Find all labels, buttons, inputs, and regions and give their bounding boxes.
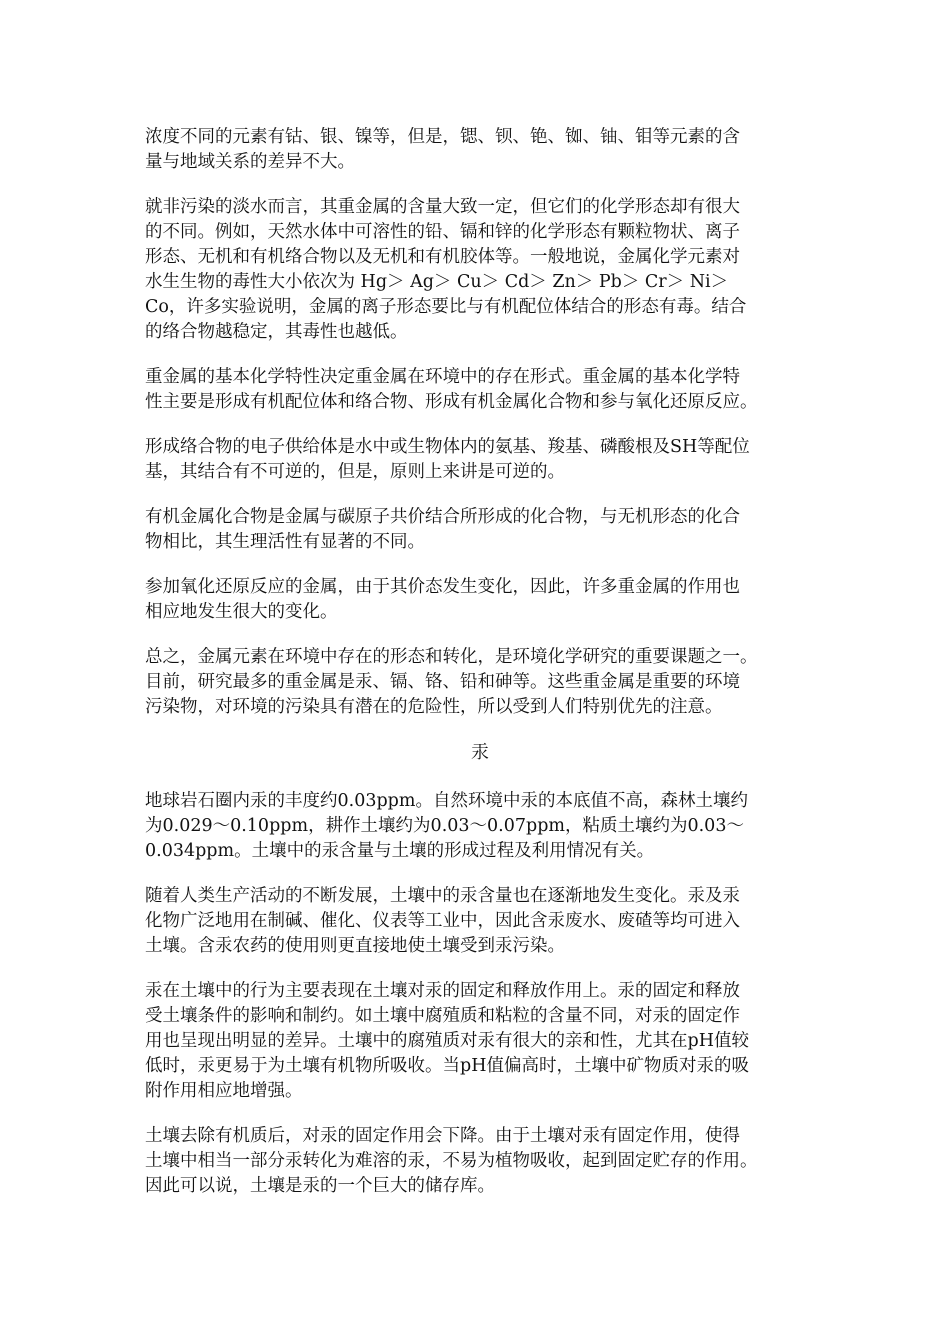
paragraph: 就非污染的淡水而言，其重金属的含量大致一定，但它们的化学形态却有很大 的不同。例如，天然水体中可溶性的铅、镉和锌的化学形态有颗粒物状、离子 形态、无机和有机络合物以及无机和有机胶体等。一般地说，金属化学元素对 水生生物的毒性大小依次为 Hg＞ Ag＞ Cu＞ Cd＞ Zn＞ Pb＞ Cr＞ Ni＞ Co，许多实验说明，金属的离子形态要比与有机配位体结合的形态有毒。结合 的络合物越稳定，其毒性也越低。 [145,197,747,342]
paragraph: 重金属的基本化学特性决定重金属在环境中的存在形式。重金属的基本化学特 性主要是形成有机配位体和络合物、形成有机金属化合物和参与氧化还原反应。 [145,367,758,412]
paragraph: 随着人类生产活动的不断发展，土壤中的汞含量也在逐渐地发生变化。汞及汞 化物广泛地用在制碱、催化、仪表等工业中，因此含汞废水、废碴等均可进入 土壤。含汞农药的使用则更直接地使土壤受到汞污染。 [145,886,740,956]
paragraph: 地球岩石圈内汞的丰度约0.03ppm。自然环境中汞的本底值不高，森林土壤约 为0.029～0.10ppm，耕作土壤约为0.03～0.07ppm，粘质土壤约为0.03～ 0.034ppm。土壤中的汞含量与土壤的形成过程及利用情况有关。 [145,791,748,861]
paragraph: 汞在土壤中的行为主要表现在土壤对汞的固定和释放作用上。汞的固定和释放 受土壤条件的影响和制约。如土壤中腐殖质和粘粒的含量不同，对汞的固定作 用也呈现出明显的差异。土壤中的腐殖质对汞有很大的亲和性，尤其在pH值较 低时，汞更易于为土壤有机物所吸收。当pH值偏高时，土壤中矿物质对汞的吸 附作用相应地增强。 [145,981,749,1101]
paragraph: 土壤去除有机质后，对汞的固定作用会下降。由于土壤对汞有固定作用，使得 土壤中相当一部分汞转化为难溶的汞，不易为植物吸收，起到固定贮存的作用。 因此可以说，土壤是汞的一个巨大的储存库。 [145,1126,758,1196]
paragraph: 浓度不同的元素有钴、银、镍等，但是，锶、钡、铯、铷、铀、钼等元素的含 量与地域关系的差异不大。 [145,127,740,172]
paragraph: 总之，金属元素在环境中存在的形态和转化，是环境化学研究的重要课题之一。 目前，研究最多的重金属是汞、镉、铬、铅和砷等。这些重金属是重要的环境 污染物，对环境的污染具有潜在的危险性，所以受到人们特别优先的注意。 [145,647,758,717]
document-page [145,125,815,1219]
paragraph: 参加氧化还原反应的金属，由于其价态发生变化，因此，许多重金属的作用也 相应地发生很大的变化。 [145,577,740,622]
section-heading: 汞 [471,742,489,763]
paragraph: 形成络合物的电子供给体是水中或生物体内的氨基、羧基、磷酸根及SH等配位 基，其结合有不可逆的，但是，原则上来讲是可逆的。 [145,437,750,482]
paragraph: 有机金属化合物是金属与碳原子共价结合所形成的化合物，与无机形态的化合 物相比，其生理活性有显著的不同。 [145,507,740,552]
